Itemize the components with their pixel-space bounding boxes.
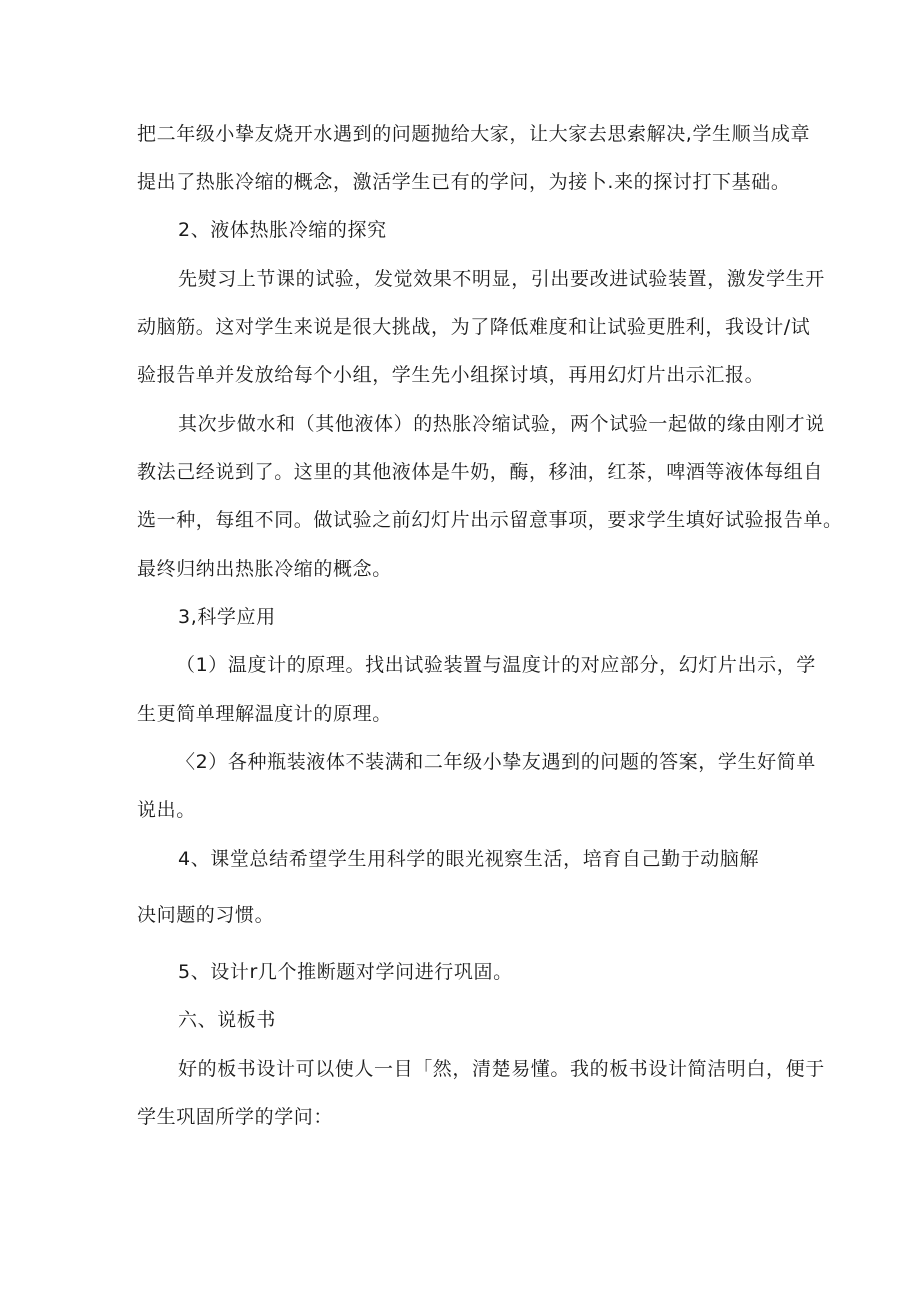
paragraph-line: 其次步做水和（其他液体）的热胀冷缩试验，两个试验一起做的缘由刚才说	[178, 413, 825, 435]
section-heading: 5、设计r几个推断题对学问进行巩固。	[178, 961, 513, 983]
section-heading: 4、课堂总结希望学生用科学的眼光视察生活，培育自己勤于动脑解	[178, 848, 760, 870]
paragraph-line: 先熨习上节课的试验，发觉效果不明显，引出要改进试验装置，激发学生开	[178, 268, 825, 290]
paragraph-line: 〈2）各种瓶装液体不装满和二年级小挚友遇到的问题的答案，学生好简单	[176, 751, 816, 773]
paragraph-line: 提出了热胀冷缩的概念，激活学生已有的学问，为接卜.来的探讨打下基础。	[137, 171, 791, 193]
section-heading: 2、液体热胀冷缩的探究	[178, 219, 387, 241]
section-heading: 3,科学应用	[178, 606, 276, 628]
paragraph-line: 决问题的习惯。	[137, 904, 275, 926]
paragraph-line: 说出。	[137, 799, 196, 821]
paragraph-line: 教法己经说到了。这里的其他液体是牛奶，酶，移油，红茶，啤酒等液体每组自	[137, 461, 824, 483]
paragraph-line: 最终归纳出热胀冷缩的概念。	[137, 558, 392, 580]
section-heading: 六、说板书	[178, 1009, 277, 1031]
paragraph-line: 把二年级小挚友烧开水遇到的问题抛给大家，让大家去思索解决,学生顺当成章	[137, 123, 811, 145]
paragraph-line: 好的板书设计可以使人一目「然，清楚易懂。我的板书设计简洁明白，便于	[178, 1058, 825, 1080]
paragraph-line: 生更简单理解温度计的原理。	[137, 703, 392, 725]
paragraph-line: 学生巩固所学的学问：	[137, 1106, 334, 1128]
paragraph-line: 选一种，每组不同。做试验之前幻灯片出示留意事项，要求学生填好试验报告单。	[137, 509, 843, 531]
paragraph-line: 动脑筋。这对学生来说是很大挑战，为了降低难度和让试验更胜利，我设计/试	[137, 316, 811, 338]
paragraph-line: （1）温度计的原理。找出试验装置与温度计的对应部分，幻灯片出示，学	[176, 654, 816, 676]
paragraph-line: 验报告单并发放给每个小组，学生先小组探讨填，再用幻灯片出示汇报。	[137, 364, 765, 386]
